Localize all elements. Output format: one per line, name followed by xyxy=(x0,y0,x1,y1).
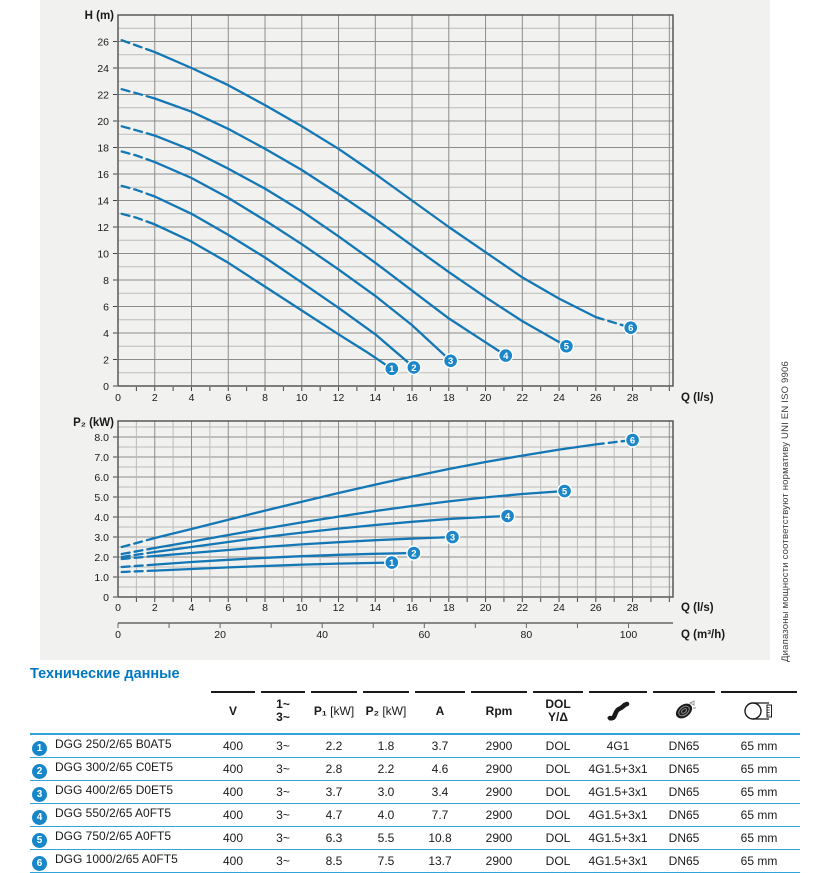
cell-v: 400 xyxy=(208,850,258,873)
cell-dn: DN65 xyxy=(650,850,718,873)
svg-text:0: 0 xyxy=(103,591,109,604)
table-body xyxy=(30,734,800,873)
col-current: A xyxy=(412,691,468,734)
svg-text:2: 2 xyxy=(411,548,417,560)
cell-passage: 65 mm xyxy=(718,758,800,781)
cell-cable: 4G1.5+3x1 xyxy=(586,758,650,781)
cell-p2: 1.8 xyxy=(360,734,412,758)
svg-text:24: 24 xyxy=(97,62,109,75)
cell-starter: DOL xyxy=(530,734,586,758)
curve-marker-3 xyxy=(445,530,459,544)
curve-marker-3 xyxy=(444,354,458,368)
curve-marker-4 xyxy=(499,349,513,363)
curve-marker-2 xyxy=(407,546,421,560)
col-free-passage xyxy=(718,691,800,734)
cell-phase: 3~ xyxy=(258,804,308,827)
cell-passage: 65 mm xyxy=(718,827,800,850)
row-number-badge: 1 xyxy=(32,741,47,756)
cell-p1: 6.3 xyxy=(308,827,360,850)
technical-data-table xyxy=(30,691,800,873)
svg-text:1: 1 xyxy=(389,364,395,376)
model-name: DGG 300/2/65 C0ET5 xyxy=(55,759,174,774)
cell-a: 3.7 xyxy=(412,734,468,758)
cable-icon xyxy=(605,700,631,722)
cell-rpm: 2900 xyxy=(468,758,530,781)
cell-p2: 5.5 xyxy=(360,827,412,850)
curve-marker-6 xyxy=(626,433,640,447)
svg-text:80: 80 xyxy=(520,629,533,641)
svg-text:16: 16 xyxy=(406,392,418,404)
cell-model xyxy=(30,781,208,804)
svg-text:2.0: 2.0 xyxy=(94,551,109,564)
svg-text:8: 8 xyxy=(262,392,268,404)
svg-text:Q (l/s): Q (l/s) xyxy=(681,602,714,614)
svg-text:2: 2 xyxy=(151,392,158,404)
table-title: Технические данные xyxy=(30,666,180,682)
cell-dn: DN65 xyxy=(650,758,718,781)
cell-p2: 7.5 xyxy=(360,850,412,873)
cell-phase: 3~ xyxy=(258,758,308,781)
cell-passage: 65 mm xyxy=(718,734,800,758)
svg-text:12: 12 xyxy=(97,221,109,234)
cell-v: 400 xyxy=(208,781,258,804)
svg-text:10: 10 xyxy=(295,392,308,404)
svg-text:0: 0 xyxy=(115,392,121,404)
col-voltage: V xyxy=(208,691,258,734)
svg-text:5.0: 5.0 xyxy=(94,491,109,504)
table-row xyxy=(30,781,800,804)
svg-text:4.0: 4.0 xyxy=(94,511,109,524)
table-row xyxy=(30,850,800,873)
row-number-badge: 3 xyxy=(32,787,47,802)
col-rpm: Rpm xyxy=(468,691,530,734)
svg-text:6.0: 6.0 xyxy=(94,471,109,484)
svg-text:16: 16 xyxy=(97,168,109,181)
cell-p1: 2.2 xyxy=(308,734,360,758)
cell-p1: 4.7 xyxy=(308,804,360,827)
svg-text:20: 20 xyxy=(479,392,492,404)
svg-text:4: 4 xyxy=(503,350,509,362)
cell-phase: 3~ xyxy=(258,781,308,804)
curve-marker-2 xyxy=(407,360,421,374)
table-row xyxy=(30,734,800,758)
cell-passage: 65 mm xyxy=(718,850,800,873)
cell-p2: 2.2 xyxy=(360,758,412,781)
cell-v: 400 xyxy=(208,827,258,850)
model-name: DGG 250/2/65 B0AT5 xyxy=(55,736,172,751)
svg-text:P₂ (kW): P₂ (kW) xyxy=(73,417,114,429)
model-name: DGG 1000/2/65 A0FT5 xyxy=(55,851,178,866)
svg-text:40: 40 xyxy=(316,629,329,641)
svg-text:14: 14 xyxy=(369,602,382,614)
col-cable xyxy=(586,691,650,734)
svg-text:14: 14 xyxy=(97,195,109,208)
svg-text:20: 20 xyxy=(214,629,226,641)
cell-starter: DOL xyxy=(530,804,586,827)
cell-dn: DN65 xyxy=(650,827,718,850)
cell-phase: 3~ xyxy=(258,827,308,850)
col-p2: P₂ [kW] xyxy=(360,691,412,734)
cell-model xyxy=(30,850,208,873)
cell-passage: 65 mm xyxy=(718,804,800,827)
svg-text:Q (l/s): Q (l/s) xyxy=(681,392,714,404)
svg-text:4: 4 xyxy=(188,602,195,614)
cell-a: 4.6 xyxy=(412,758,468,781)
svg-text:8: 8 xyxy=(103,274,109,287)
svg-text:22: 22 xyxy=(516,392,529,404)
cell-cable: 4G1.5+3x1 xyxy=(586,850,650,873)
svg-text:5: 5 xyxy=(563,341,570,353)
model-name: DGG 750/2/65 A0FT5 xyxy=(55,828,172,843)
svg-text:0: 0 xyxy=(103,380,109,393)
table-row xyxy=(30,758,800,781)
cell-a: 10.8 xyxy=(412,827,468,850)
svg-text:14: 14 xyxy=(369,392,382,404)
cell-phase: 3~ xyxy=(258,734,308,758)
svg-text:3.0: 3.0 xyxy=(94,531,109,544)
svg-text:10: 10 xyxy=(295,602,308,614)
chart-panel-background xyxy=(40,0,770,660)
iso-note-vertical: Диапазоны мощности соответствуют нормативу UNI EN ISO 9906 xyxy=(780,361,791,662)
svg-text:26: 26 xyxy=(589,602,602,614)
svg-text:6: 6 xyxy=(103,301,109,314)
technical-data-section xyxy=(30,666,800,873)
svg-text:26: 26 xyxy=(589,392,602,404)
cell-rpm: 2900 xyxy=(468,850,530,873)
cell-passage: 65 mm xyxy=(718,781,800,804)
cell-p1: 3.7 xyxy=(308,781,360,804)
cell-a: 13.7 xyxy=(412,850,468,873)
row-number-badge: 6 xyxy=(32,856,47,871)
curve-marker-5 xyxy=(559,339,573,353)
curve-marker-1 xyxy=(385,556,399,570)
svg-text:8: 8 xyxy=(262,602,268,614)
svg-text:Q (m³/h): Q (m³/h) xyxy=(681,629,726,641)
cell-rpm: 2900 xyxy=(468,734,530,758)
svg-text:1.0: 1.0 xyxy=(94,571,109,584)
cell-p1: 2.8 xyxy=(308,758,360,781)
svg-text:28: 28 xyxy=(626,392,639,404)
svg-text:12: 12 xyxy=(332,602,345,614)
svg-text:1: 1 xyxy=(389,558,395,569)
cell-phase: 3~ xyxy=(258,850,308,873)
svg-text:100: 100 xyxy=(619,629,638,641)
cell-rpm: 2900 xyxy=(468,804,530,827)
model-name: DGG 550/2/65 A0FT5 xyxy=(55,805,172,820)
svg-text:18: 18 xyxy=(442,602,455,614)
svg-text:0: 0 xyxy=(115,629,121,641)
cell-model xyxy=(30,804,208,827)
cell-v: 400 xyxy=(208,804,258,827)
cell-starter: DOL xyxy=(530,781,586,804)
svg-text:24: 24 xyxy=(553,602,565,614)
svg-text:2: 2 xyxy=(151,602,158,614)
curve-marker-1 xyxy=(385,362,399,376)
svg-text:24: 24 xyxy=(553,392,565,404)
col-starter: DOL Y/Δ xyxy=(530,691,586,734)
cell-a: 7.7 xyxy=(412,804,468,827)
cell-model xyxy=(30,758,208,781)
svg-text:H (m): H (m) xyxy=(84,10,114,22)
cell-model xyxy=(30,734,208,758)
cell-p1: 8.5 xyxy=(308,850,360,873)
cell-cable: 4G1.5+3x1 xyxy=(586,804,650,827)
cell-dn: DN65 xyxy=(650,781,718,804)
row-number-badge: 2 xyxy=(32,764,47,779)
svg-text:18: 18 xyxy=(442,392,455,404)
cell-rpm: 2900 xyxy=(468,827,530,850)
svg-text:60: 60 xyxy=(418,629,431,641)
svg-text:6: 6 xyxy=(225,392,232,404)
curve-marker-5 xyxy=(558,484,572,498)
cell-starter: DOL xyxy=(530,758,586,781)
impeller-icon xyxy=(671,699,697,723)
svg-text:18: 18 xyxy=(97,142,109,155)
svg-text:7.0: 7.0 xyxy=(94,451,109,464)
svg-text:3: 3 xyxy=(449,532,456,544)
svg-text:22: 22 xyxy=(97,89,109,102)
cell-cable: 4G1 xyxy=(586,734,650,758)
svg-text:28: 28 xyxy=(626,602,639,614)
cell-cable: 4G1.5+3x1 xyxy=(586,781,650,804)
cell-rpm: 2900 xyxy=(468,781,530,804)
col-phase: 1~ 3~ xyxy=(258,691,308,734)
col-discharge xyxy=(650,691,718,734)
svg-text:20: 20 xyxy=(97,115,109,128)
table-row xyxy=(30,804,800,827)
svg-text:6: 6 xyxy=(225,602,232,614)
svg-text:4: 4 xyxy=(103,327,109,340)
svg-text:22: 22 xyxy=(516,602,529,614)
cell-v: 400 xyxy=(208,734,258,758)
row-number-badge: 5 xyxy=(32,833,47,848)
cell-v: 400 xyxy=(208,758,258,781)
cell-a: 3.4 xyxy=(412,781,468,804)
svg-text:2: 2 xyxy=(103,354,109,367)
col-model xyxy=(30,691,208,734)
svg-text:12: 12 xyxy=(332,392,345,404)
svg-text:8.0: 8.0 xyxy=(94,431,109,444)
svg-text:5: 5 xyxy=(561,486,568,498)
row-number-badge: 4 xyxy=(32,810,47,825)
cell-model xyxy=(30,827,208,850)
svg-text:16: 16 xyxy=(406,602,418,614)
svg-text:6: 6 xyxy=(628,323,634,335)
model-name: DGG 400/2/65 D0ET5 xyxy=(55,782,174,797)
col-p1: P₁ [kW] xyxy=(308,691,360,734)
curve-marker-4 xyxy=(501,509,515,523)
cell-starter: DOL xyxy=(530,827,586,850)
cell-p2: 4.0 xyxy=(360,804,412,827)
curve-marker-6 xyxy=(624,321,638,335)
cell-p2: 3.0 xyxy=(360,781,412,804)
svg-text:3: 3 xyxy=(447,356,454,368)
free-passage-icon xyxy=(743,700,775,722)
svg-text:26: 26 xyxy=(97,36,109,49)
cell-dn: DN65 xyxy=(650,804,718,827)
cell-dn: DN65 xyxy=(650,734,718,758)
table-row xyxy=(30,827,800,850)
svg-text:10: 10 xyxy=(97,248,109,261)
svg-text:20: 20 xyxy=(479,602,492,614)
cell-cable: 4G1.5+3x1 xyxy=(586,827,650,850)
table-header-row xyxy=(30,691,800,734)
svg-text:4: 4 xyxy=(188,392,195,404)
svg-text:2: 2 xyxy=(411,362,417,374)
svg-text:6: 6 xyxy=(629,435,636,447)
svg-text:0: 0 xyxy=(115,602,121,614)
cell-starter: DOL xyxy=(530,850,586,873)
svg-text:4: 4 xyxy=(504,511,511,523)
